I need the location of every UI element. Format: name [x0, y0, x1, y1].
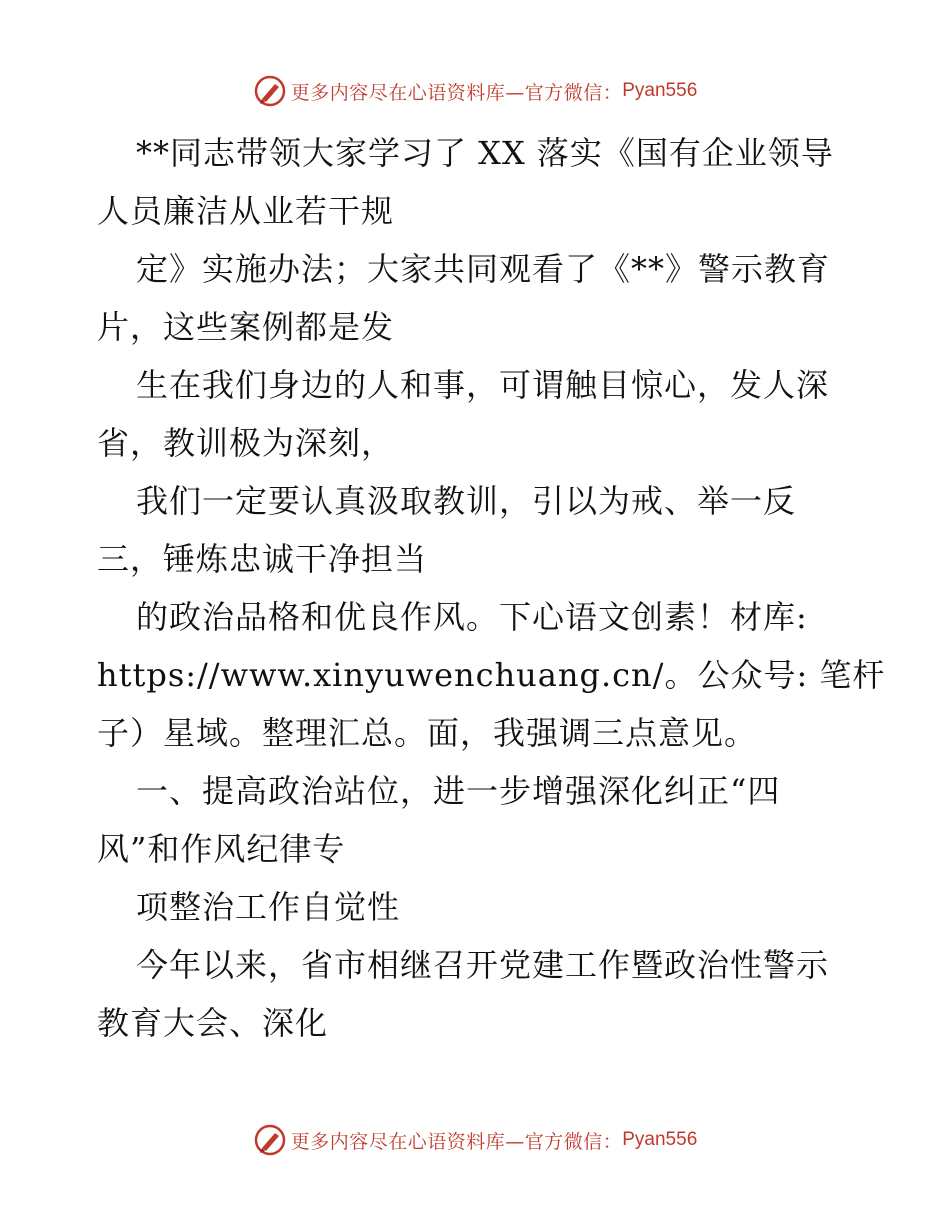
- section-heading-line: 项整治工作自觉性: [136, 888, 401, 926]
- body-line: 省，教训极为深刻，: [97, 424, 395, 462]
- document-body: [97, 124, 886, 1052]
- body-line: 片，这些案例都是发: [97, 308, 395, 346]
- body-line: **同志带领大家学习了 XX 落实《国有企业领导: [136, 134, 834, 172]
- body-line: https://www.xinyuwenchuang.cn/。公众号: 笔杆: [97, 656, 886, 694]
- banner-wechat-id: Pyan556: [622, 80, 698, 101]
- banner-text: 更多内容尽在心语资料库—官方微信：: [290, 81, 623, 104]
- header-watermark-banner: [0, 71, 950, 111]
- body-line: 三，锤炼忠诚干净担当: [97, 540, 428, 578]
- body-line: 子）星域。整理汇总。面，我强调三点意见。: [97, 714, 758, 752]
- pen-logo-icon: [253, 1123, 287, 1157]
- section-heading-line: 一、提高政治站位，进一步增强深化纠正“四: [136, 772, 781, 810]
- body-line: 的政治品格和优良作风。下心语文创素！材库:: [136, 598, 808, 636]
- body-line: 定》实施办法；大家共同观看了《**》警示教育: [136, 250, 831, 288]
- body-line: 生在我们身边的人和事，可谓触目惊心，发人深: [136, 366, 830, 404]
- body-line: 教育大会、深化: [97, 1004, 329, 1042]
- body-line: 我们一定要认真汲取教训，引以为戒、举一反: [136, 482, 797, 520]
- section-heading-line: 风”和作风纪律专: [97, 830, 346, 868]
- banner-text: 更多内容尽在心语资料库—官方微信：: [290, 1130, 623, 1153]
- banner-wechat-id: Pyan556: [622, 1129, 698, 1150]
- footer-watermark-banner: [0, 1120, 950, 1160]
- body-line: 人员廉洁从业若干规: [97, 192, 395, 230]
- body-line: 今年以来，省市相继召开党建工作暨政治性警示: [136, 946, 830, 984]
- pen-logo-icon: [253, 74, 287, 108]
